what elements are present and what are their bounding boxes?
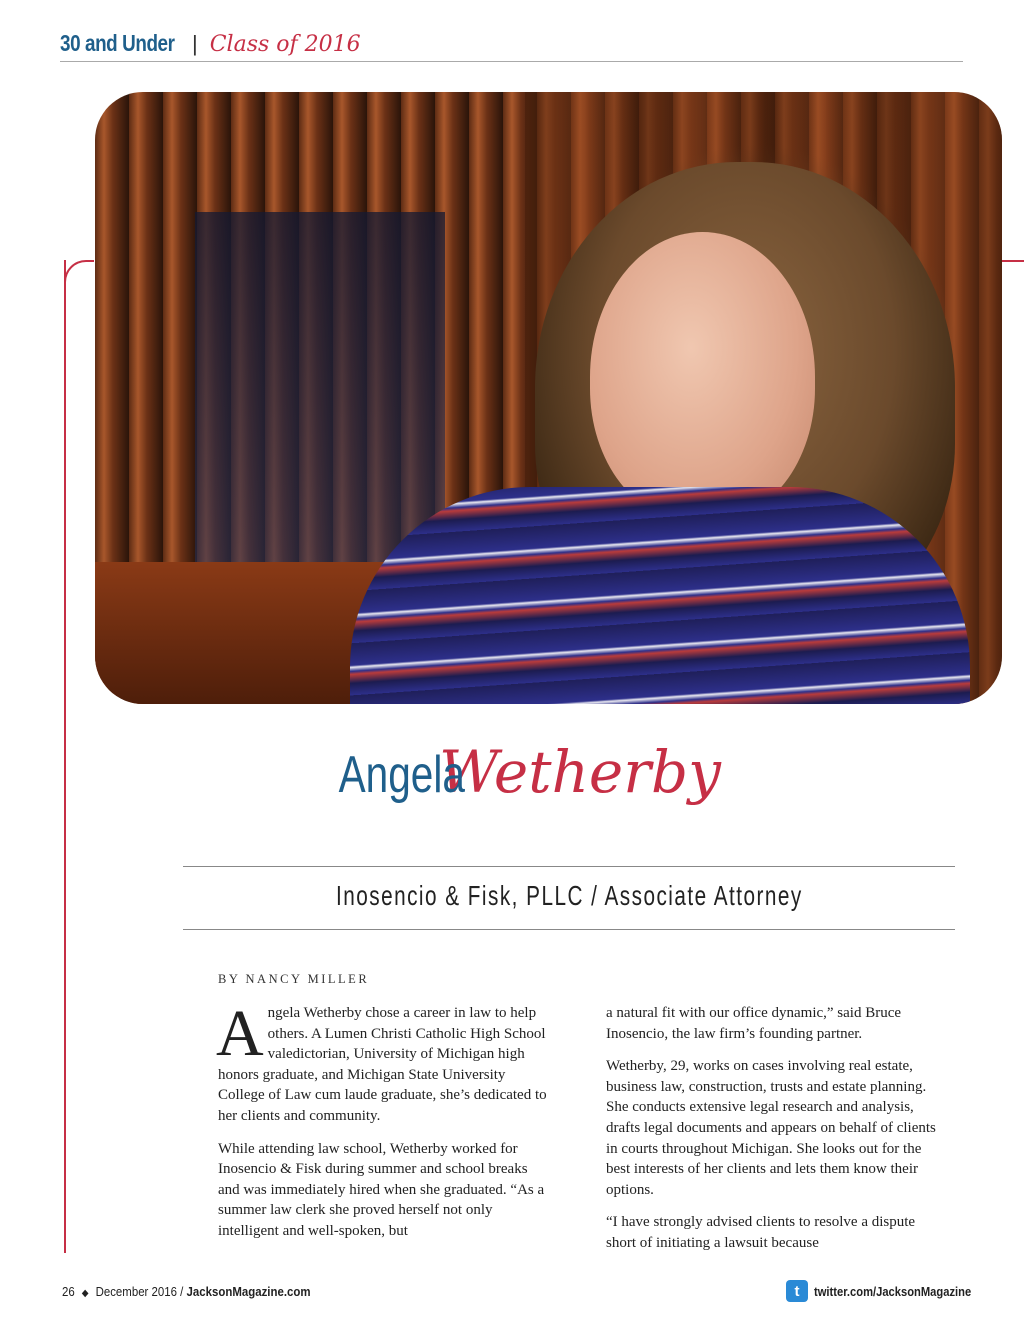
subtitle-rule-top [183, 866, 955, 867]
twitter-link[interactable]: twitter.com/JacksonMagazine [814, 1283, 972, 1299]
paragraph [216, 997, 548, 1127]
site-link[interactable]: JacksonMagazine.com [186, 1284, 311, 1299]
job-subtitle [183, 880, 955, 912]
page-number: 26 [62, 1284, 75, 1299]
subtitle-rule-bottom [183, 929, 955, 930]
twitter-icon: t [786, 1280, 808, 1302]
frame-line-right [1002, 260, 1024, 262]
diamond-icon: ◆ [81, 1288, 89, 1299]
byline: BY NANCY MILLER [218, 972, 370, 986]
paragraph: a natural fit with our office dynamic,” said Bruce Inosencio, the law firm’s founding partner. [606, 1005, 902, 1042]
frame-corner [64, 260, 94, 290]
article-column-1 [216, 997, 548, 1254]
last-name: Wetherby [439, 738, 721, 806]
issue-date: December 2016 / [95, 1284, 187, 1299]
header-separator: | [192, 31, 198, 56]
face [590, 232, 815, 522]
dropcap: A [216, 997, 264, 1070]
paragraph-text: ngela Wetherby chose a career in law to help others. A Lumen Christi Catholic High School valedictorian, University of Michigan high honors graduate, and Michigan State University College of Law cum laude graduate, she’s dedicated to her clients and community. [218, 1005, 547, 1124]
running-header [60, 30, 361, 64]
paragraph: While attending law school, Wetherby worked for Inosencio & Fisk during summer and school breaks and was immediately hired when she graduated. “As a summer law clerk she proved herself not only intelligent and well-spoken, but [218, 1140, 545, 1239]
section-title: 30 and Under [60, 30, 175, 56]
header-rule [60, 61, 963, 62]
background-window [195, 212, 445, 572]
page-footer [62, 1284, 311, 1299]
first-name: Angela [338, 746, 466, 804]
paragraph: Wetherby, 29, works on cases involving real estate, business law, construction, trusts and estate planning. She conducts extensive legal research and analysis, drafts legal documents and appears on behalf of clients in courts throughout Michigan. She looks out for the best interests of her clients and lets them know their options. [606, 1058, 936, 1198]
paragraph: “I have strongly advised clients to resolve a dispute short of initiating a lawsuit because [606, 1214, 916, 1251]
class-label: Class of 2016 [209, 32, 361, 57]
profile-name [0, 738, 1024, 806]
striped-shirt [350, 487, 970, 704]
article-column-2 [606, 1003, 944, 1266]
twitter-footer [786, 1280, 997, 1302]
job-subtitle-text: Inosencio & Fisk, PLLC / Associate Attorney [335, 880, 803, 911]
portrait-photo [95, 92, 1002, 704]
